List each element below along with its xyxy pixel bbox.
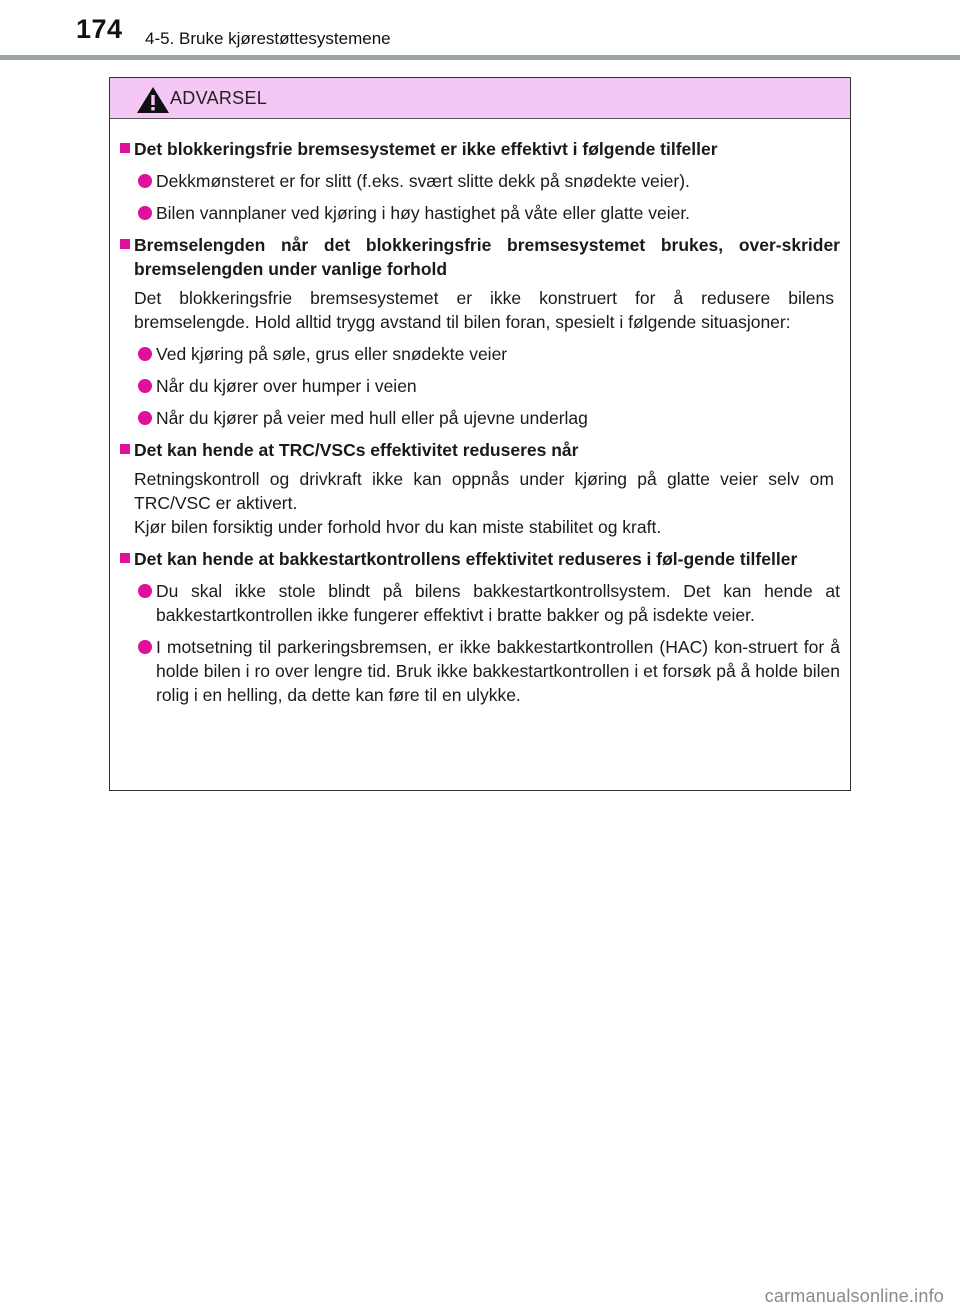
heading-text: Det kan hende at bakkestartkontrollens effektivitet reduseres i føl-gende tilfeller — [134, 549, 798, 569]
warning-content — [110, 119, 850, 707]
item-paragraph: Det blokkeringsfrie bremsesystemet er ikke konstruert for å redusere bilens bremselengde. Hold alltid trygg avstand til bilen foran, spesielt i følgende situasjoner: — [134, 288, 834, 332]
round-bullet-icon — [138, 347, 152, 361]
round-bullet-icon — [138, 640, 152, 654]
heading-text: Det blokkeringsfrie bremsesystemet er ikke effektivt i følgende tilfeller — [134, 139, 718, 159]
warning-item-hill-start — [120, 547, 840, 707]
item-heading — [120, 233, 840, 281]
list-item — [120, 169, 840, 193]
list-item — [120, 374, 840, 398]
heading-text: Det kan hende at TRC/VSCs effektivitet reduseres når — [134, 440, 579, 460]
item-heading — [120, 438, 840, 462]
list-item — [120, 201, 840, 225]
square-bullet-icon — [120, 553, 130, 563]
warning-item-abs — [120, 137, 840, 225]
bullet-text: Dekkmønsteret er for slitt (f.eks. svært slitte dekk på snødekte veier). — [156, 171, 690, 191]
item-heading — [120, 547, 840, 571]
list-item — [120, 342, 840, 366]
square-bullet-icon — [120, 239, 130, 249]
round-bullet-icon — [138, 206, 152, 220]
heading-text: Bremselengden når det blokkeringsfrie bremsesystemet brukes, over-skrider bremselengden under vanlige forhold — [134, 235, 840, 279]
round-bullet-icon — [138, 411, 152, 425]
page-header — [0, 0, 960, 62]
bullet-text: Bilen vannplaner ved kjøring i høy hastighet på våte eller glatte veier. — [156, 203, 691, 223]
item-paragraph: Kjør bilen forsiktig under forhold hvor du kan miste stabilitet og kraft. — [134, 517, 662, 537]
bullet-text: Ved kjøring på søle, grus eller snødekte veier — [156, 344, 508, 364]
warning-box — [109, 77, 851, 791]
section-title: 4-5. Bruke kjørestøttesystemene — [145, 29, 391, 48]
round-bullet-icon — [138, 174, 152, 188]
item-heading — [120, 137, 840, 161]
header-divider — [0, 55, 960, 60]
item-paragraph: Retningskontroll og drivkraft ikke kan oppnås under kjøring på glatte veier selv om TRC/VSC er aktivert. — [134, 469, 834, 513]
watermark: carmanualsonline.info — [764, 1286, 944, 1306]
list-item — [120, 579, 840, 627]
bullet-text: I motsetning til parkeringsbremsen, er ikke bakkestartkontrollen (HAC) kon-struert for å holde bilen i ro over lengre tid. Bruk ikke bakkestartkontrollen i et forsøk på å holde bilen rolig i en helling, da dette kan føre til en ulykke. — [156, 637, 840, 705]
page-number: 174 — [76, 14, 123, 44]
square-bullet-icon — [120, 143, 130, 153]
bullet-text: Når du kjører på veier med hull eller på ujevne underlag — [156, 408, 588, 428]
warning-item-trc-vsc — [120, 438, 840, 539]
round-bullet-icon — [138, 584, 152, 598]
bullet-text: Når du kjører over humper i veien — [156, 376, 417, 396]
square-bullet-icon — [120, 444, 130, 454]
warning-triangle-icon — [136, 86, 170, 114]
round-bullet-icon — [138, 379, 152, 393]
list-item — [120, 635, 840, 707]
warning-header — [110, 78, 850, 119]
warning-title: ADVARSEL — [170, 88, 268, 108]
list-item — [120, 406, 840, 430]
bullet-text: Du skal ikke stole blindt på bilens bakkestartkontrollsystem. Det kan hende at bakkestartkontrollen ikke fungerer effektivt i bratte bakker og på isdekte veier. — [156, 581, 840, 625]
warning-item-braking-distance — [120, 233, 840, 430]
